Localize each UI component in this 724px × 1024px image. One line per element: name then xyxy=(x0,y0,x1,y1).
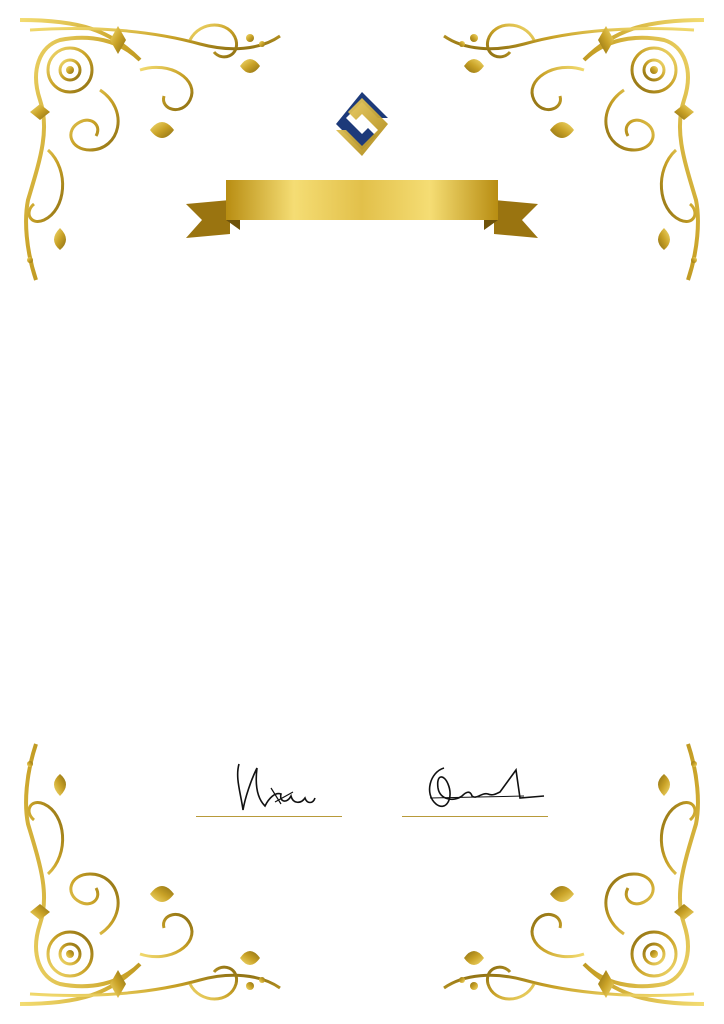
title-ribbon xyxy=(186,176,538,240)
name-underline-dots xyxy=(138,531,604,539)
signature-right xyxy=(404,758,554,818)
signature-line-right xyxy=(402,816,548,817)
terms-list xyxy=(122,590,610,638)
signature-line-left xyxy=(196,816,342,817)
certificate-body xyxy=(122,570,610,650)
signature-left xyxy=(195,758,345,818)
interlocking-diamond-logo-icon xyxy=(326,88,398,160)
red-seal-icon xyxy=(314,850,410,946)
